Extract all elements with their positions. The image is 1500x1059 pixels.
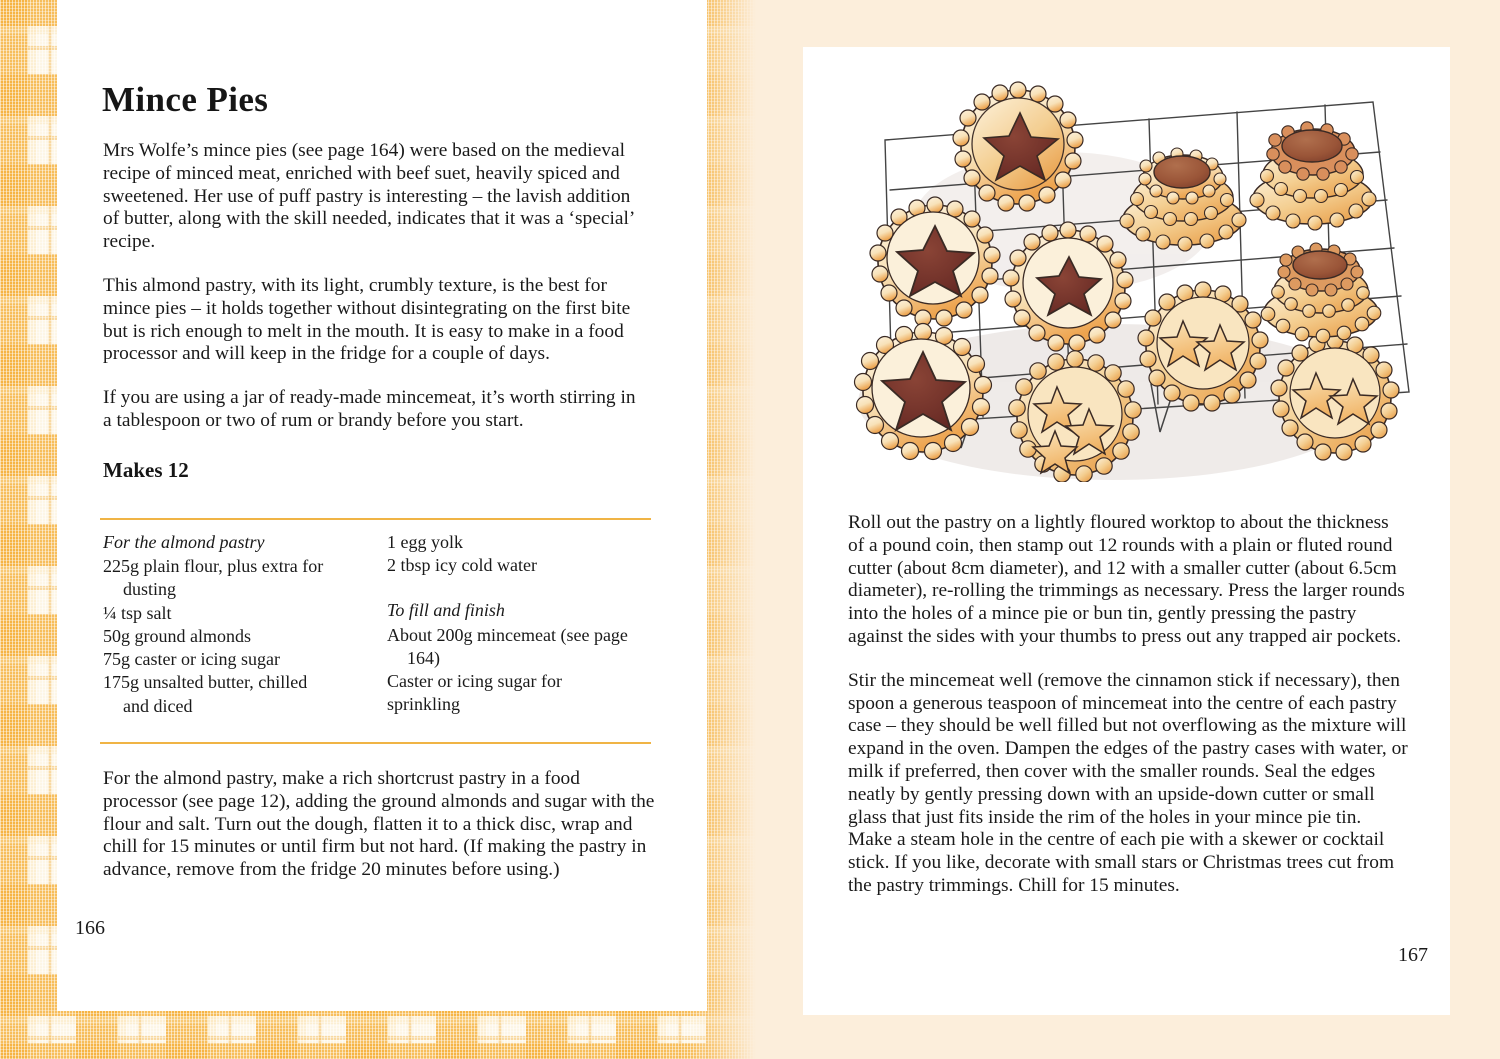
ingredient-item (103, 625, 349, 648)
ingredient-text: 75g caster or icing sugar (103, 649, 280, 670)
ingredient-text: About 200g mincemeat (see page (387, 624, 628, 645)
ingredient-item (103, 648, 349, 671)
ingredients-column-two (387, 531, 633, 718)
right-method-text (848, 512, 1408, 898)
intro-paragraph-2: This almond pastry, with its light, crumbly texture, is the best for mince pies – it holds together without disintegrating on the first bite but is rich enough to melt in the mouth. It is easy to make in a food processor and will keep in the fridge for a couple of days. (103, 274, 631, 365)
ingredients-list (103, 531, 659, 718)
ingredient-item (387, 670, 633, 716)
ingredient-item (103, 671, 349, 717)
page-number-left: 166 (75, 917, 105, 939)
method-paragraph: For the almond pastry, make a rich shortcrust pastry in a food processor (see page 12), adding the ground almonds and sugar with the flour and salt. Turn out the dough, flatten it to a thick disc, wrap and chill for 15 minutes or until firm but not hard. (If making the pastry in advance, remove from the fridge 20 minutes before using.) (103, 768, 655, 881)
ingredient-item (387, 554, 633, 577)
intro-paragraph-3: If you are using a jar of ready-made mincemeat, it’s worth stirring in a tablespoon or two of rum or brandy before you start. (103, 387, 636, 431)
ingredient-item (103, 555, 349, 601)
ingredient-text: 2 tbsp icy cold water (387, 555, 537, 576)
method-paragraph: Roll out the pastry on a lightly floured worktop to about the thickness of a pound coin, then stamp out 12 rounds with a plain or fluted round cutter (about 8cm diameter), and 12 with a smaller cutter (about 6.5cm diameter), re-rolling the trimmings as necessary. Press the larger rounds into the holes of a mince pie or bun tin, gently pressing the pastry against the sides with your thumbs to press out any trapped air pockets. (848, 512, 1405, 647)
ingredients-rule-top (100, 518, 651, 520)
pie-mincemeat-top (1261, 243, 1381, 343)
ingredient-item (387, 531, 633, 554)
ingredients-spacer (387, 577, 633, 599)
ingredient-text: Caster or icing sugar for sprinkling (387, 671, 562, 715)
ingredient-text: 1 egg yolk (387, 532, 463, 552)
left-page (57, 0, 707, 1011)
intro-paragraph-1: Mrs Wolfe’s mince pies (see page 164) were based on the medieval recipe of minced meat, enriched with beef suet, heavily spiced and sweetened. Her use of puff pastry is interesting – the lavish addition of butter, along with the skill needed, indicates that it was a ‘special’ recipe. (103, 140, 634, 253)
page-number-right: 167 (1398, 944, 1428, 966)
ingredient-text: 50g ground almonds (103, 625, 251, 646)
left-method-text (103, 768, 655, 882)
ingredient-continuation: dusting (123, 579, 177, 600)
ingredient-continuation: and diced (123, 695, 193, 716)
pie-mincemeat-top (1250, 122, 1376, 230)
ingredient-text: 225g plain flour, plus extra for (103, 556, 324, 577)
method-paragraph: Stir the mincemeat well (remove the cinnamon stick if necessary), then spoon a generous teaspoon of mincemeat into the centre of each pastry case – they should be well filled but not overflowing as the mixture will expand in the oven. Dampen the edges of the pastry cases with water, or milk if preferred, then cover with the smaller rounds. Seal the edges neatly by gently pressing down with an upside-down cutter or small glass that just fits inside the rim of the holes in your mince pie tin. Make a steam hole in the centre of each pie with a skewer or cocktail stick. If you like, decorate with small stars or Christmas trees cut from the pastry trimmings. Chill for 15 minutes. (848, 669, 1408, 896)
ingredient-text: 175g unsalted butter, chilled (103, 672, 308, 693)
page-title: Mince Pies (102, 80, 269, 119)
right-page (803, 47, 1450, 1015)
yield-heading: Makes 12 (103, 458, 189, 482)
ingredients-column-one-heading: For the almond pastry (103, 532, 265, 552)
ingredient-text: ¼ tsp salt (103, 602, 172, 623)
ingredients-rule-bottom (100, 742, 651, 744)
ingredient-item (103, 602, 349, 625)
ingredients-column-two-heading: To fill and finish (387, 600, 505, 621)
ingredient-continuation: 164) (407, 647, 440, 668)
ingredient-item (387, 624, 633, 670)
intro-paragraphs (103, 140, 643, 454)
ingredients-column-one (103, 531, 349, 718)
mince-pies-illustration (813, 72, 1438, 482)
